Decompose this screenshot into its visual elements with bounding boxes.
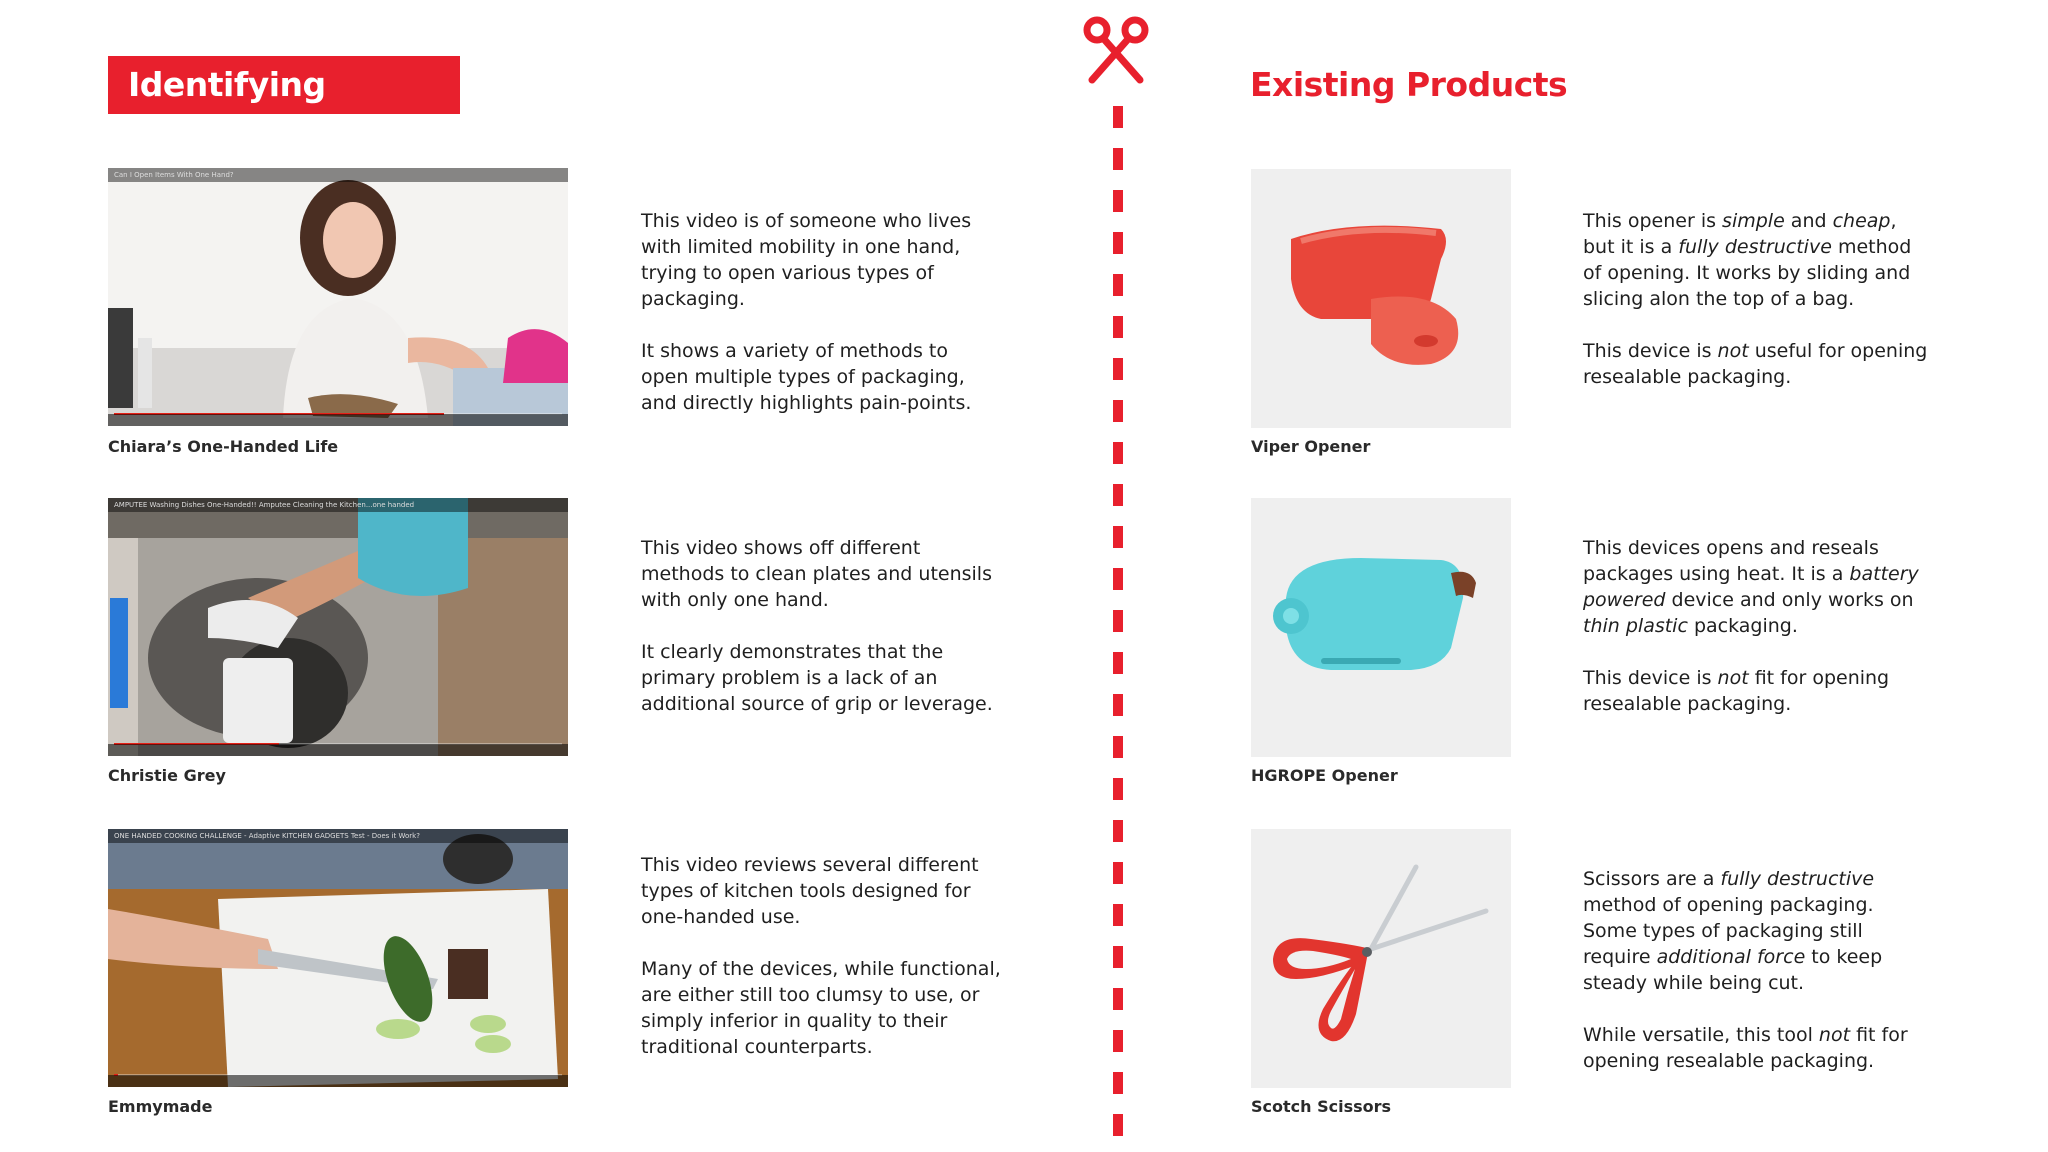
video-caption-christie: Christie Grey bbox=[108, 766, 226, 785]
video-caption-emmymade: Emmymade bbox=[108, 1097, 213, 1116]
video-description-christie bbox=[641, 535, 1001, 717]
video-title-bar: ONE HANDED COOKING CHALLENGE - Adaptive KITCHEN GADGETS Test - Does it Work? bbox=[108, 829, 568, 843]
video-controls-bar[interactable] bbox=[108, 1075, 568, 1087]
video-description-emmymade bbox=[641, 852, 1001, 1060]
description-paragraph: It clearly demonstrates that the primary problem is a lack of an additional source of grip or leverage. bbox=[641, 641, 993, 715]
description-paragraph: This opener is simple and cheap, but it is a fully destructive method of opening. It works by sliding and slicing alon the top of a bag. bbox=[1583, 210, 1912, 310]
video-title-bar: Can I Open Items With One Hand? bbox=[108, 168, 568, 182]
video-frame-image bbox=[108, 829, 568, 1087]
description-paragraph: This device is not useful for opening resealable packaging. bbox=[1583, 340, 1928, 388]
video-title-bar: AMPUTEE Washing Dishes One-Handed!! Amputee Cleaning the Kitchen...one handed bbox=[108, 498, 568, 512]
product-image-hgrope-opener bbox=[1251, 498, 1511, 757]
description-paragraph: This video is of someone who lives with limited mobility in one hand, trying to open various types of packaging. bbox=[641, 210, 972, 310]
identifying-problems-heading: Identifying Problems bbox=[108, 56, 460, 114]
product-description-hgrope bbox=[1583, 535, 1933, 717]
description-paragraph: This video reviews several different types of kitchen tools designed for one-handed use. bbox=[641, 854, 979, 928]
description-paragraph: It shows a variety of methods to open multiple types of packaging, and directly highlights pain-points. bbox=[641, 340, 972, 414]
video-thumbnail-christie[interactable] bbox=[108, 498, 568, 756]
viper-opener-illustration bbox=[1251, 169, 1511, 428]
video-frame-image bbox=[108, 168, 568, 426]
product-caption-scissors: Scotch Scissors bbox=[1251, 1097, 1392, 1116]
description-paragraph: While versatile, this tool not fit for opening resealable packaging. bbox=[1583, 1024, 1908, 1072]
description-paragraph: This video shows off different methods to clean plates and utensils with only one hand. bbox=[641, 537, 992, 611]
product-image-viper-opener bbox=[1251, 169, 1511, 428]
description-paragraph: Scissors are a fully destructive method of opening packaging. Some types of packaging still require additional force to keep steady while being cut. bbox=[1583, 868, 1883, 994]
existing-products-heading: Existing Products bbox=[1250, 65, 1568, 104]
scissors-illustration bbox=[1251, 829, 1511, 1088]
description-paragraph: This device is not fit for opening resealable packaging. bbox=[1583, 667, 1890, 715]
hgrope-opener-illustration bbox=[1251, 498, 1511, 757]
product-caption-hgrope: HGROPE Opener bbox=[1251, 766, 1398, 785]
product-description-viper bbox=[1583, 208, 1933, 390]
video-controls-bar[interactable] bbox=[108, 744, 568, 756]
description-paragraph: This devices opens and reseals packages using heat. It is a battery powered device and only works on thin plastic packaging. bbox=[1583, 537, 1919, 637]
video-controls-bar[interactable] bbox=[108, 414, 568, 426]
video-thumbnail-emmymade[interactable] bbox=[108, 829, 568, 1087]
description-paragraph: Many of the devices, while functional, are either still too clumsy to use, or simply inferior in quality to their traditional counterparts. bbox=[641, 958, 1001, 1058]
product-description-scissors bbox=[1583, 866, 1933, 1074]
scissors-icon bbox=[1080, 14, 1152, 86]
product-image-scotch-scissors bbox=[1251, 829, 1511, 1088]
video-caption-chiara: Chiara’s One-Handed Life bbox=[108, 437, 339, 456]
video-frame-image bbox=[108, 498, 568, 756]
dashed-divider bbox=[1113, 106, 1123, 1152]
video-description-chiara bbox=[641, 208, 1001, 416]
video-thumbnail-chiara[interactable] bbox=[108, 168, 568, 426]
product-caption-viper: Viper Opener bbox=[1251, 437, 1371, 456]
